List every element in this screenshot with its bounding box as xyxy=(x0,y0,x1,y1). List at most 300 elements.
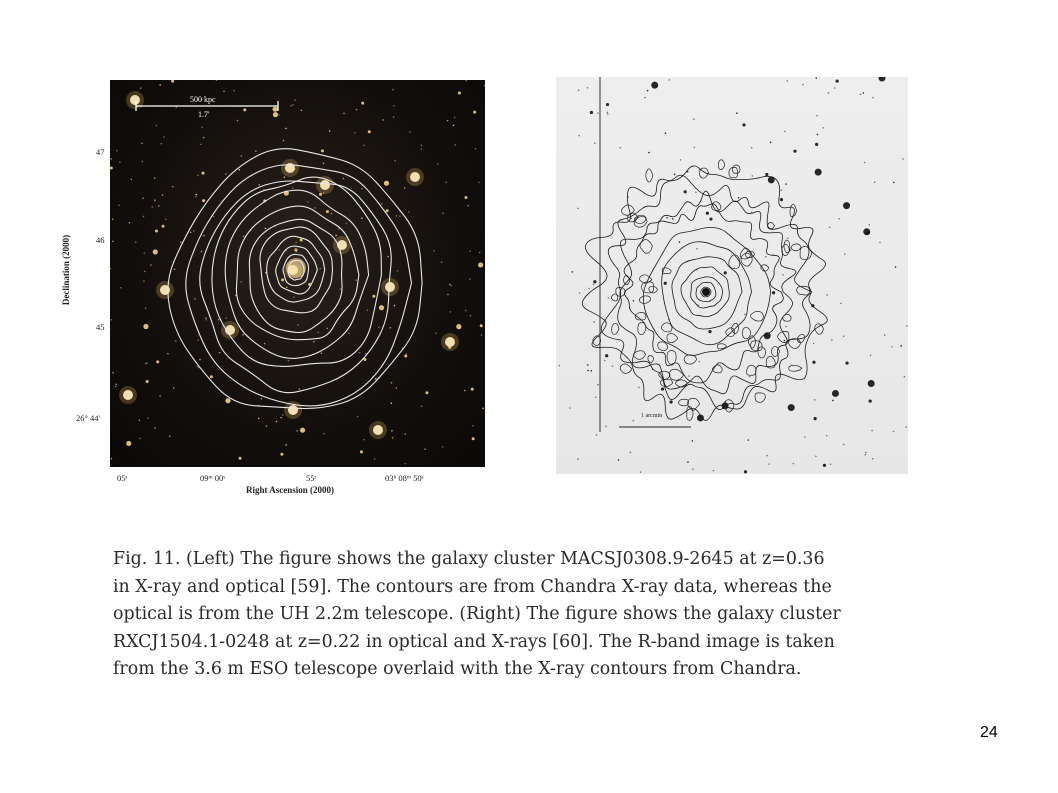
source-point xyxy=(813,343,815,345)
source-point xyxy=(696,248,698,250)
star-point xyxy=(180,241,182,243)
star-point xyxy=(216,80,218,81)
star-point xyxy=(404,463,406,465)
source-point xyxy=(738,197,740,199)
caption-line: in X-ray and optical [59]. The contours are from Chandra X-ray data, whereas the xyxy=(113,576,832,597)
star-point xyxy=(471,388,474,391)
star-point xyxy=(323,433,325,435)
source-point xyxy=(618,459,620,461)
source-point xyxy=(828,92,830,94)
star-point xyxy=(326,210,329,213)
source-point xyxy=(826,294,828,296)
star-point xyxy=(379,305,384,310)
star-point xyxy=(314,207,316,209)
source-point xyxy=(815,169,822,176)
star-point xyxy=(197,175,199,177)
noise-contour xyxy=(782,244,790,255)
star-point xyxy=(119,161,121,163)
star-point xyxy=(139,438,141,440)
star-point xyxy=(365,353,367,355)
noise-contour xyxy=(642,282,654,293)
source-point xyxy=(891,346,893,348)
source-point xyxy=(579,292,581,294)
star-point xyxy=(453,125,455,127)
star-point xyxy=(193,230,195,232)
star-point xyxy=(357,416,359,418)
star-point xyxy=(424,448,426,450)
star-point xyxy=(141,142,143,144)
star-point xyxy=(392,437,394,439)
noise-contour xyxy=(699,168,708,178)
star-point xyxy=(165,219,167,221)
scale-bar-length-label: 500 kpc xyxy=(190,95,216,104)
star-point xyxy=(391,430,393,432)
source-point xyxy=(770,141,772,143)
star-point xyxy=(300,239,303,242)
source-point xyxy=(594,142,596,144)
source-point xyxy=(865,452,867,454)
source-point xyxy=(591,370,593,372)
y-tick-46: 46 xyxy=(96,235,105,245)
star-point xyxy=(116,150,118,152)
source-point xyxy=(577,208,579,210)
star-point xyxy=(294,99,296,101)
star-point xyxy=(190,232,192,234)
star-point xyxy=(296,251,298,253)
star-point xyxy=(404,187,406,189)
star-point xyxy=(159,395,161,397)
noise-contour xyxy=(667,333,678,342)
source-point xyxy=(869,399,872,402)
source-point xyxy=(672,218,674,220)
x-tick-05: 05ˢ xyxy=(117,473,128,483)
source-point xyxy=(742,123,745,126)
noise-contour xyxy=(751,341,763,351)
x-tick-09-00: 09ᵐ 00ˢ xyxy=(200,473,226,483)
source-point xyxy=(817,134,819,136)
star-point xyxy=(195,196,197,198)
noise-contour xyxy=(750,311,763,321)
scale-bar-angle-label: 1.7' xyxy=(198,110,210,119)
source-point xyxy=(688,375,690,377)
star-point xyxy=(300,428,305,433)
star-point xyxy=(285,128,287,130)
caption-line: Fig. 11. (Left) The figure shows the galaxy cluster MACSJ0308.9-2645 at z=0.36 xyxy=(113,549,825,569)
star-point xyxy=(200,144,202,146)
source-point xyxy=(878,77,885,82)
source-point xyxy=(838,218,840,220)
star-point xyxy=(150,264,152,266)
star-point xyxy=(387,256,389,258)
star-point xyxy=(329,130,331,132)
source-point xyxy=(596,434,598,436)
source-point xyxy=(736,112,738,114)
star-point xyxy=(144,252,146,254)
star-point xyxy=(313,341,315,343)
noise-contour xyxy=(747,365,757,375)
star-point xyxy=(442,446,444,448)
source-point xyxy=(832,400,834,402)
star-point xyxy=(205,317,207,319)
source-point xyxy=(587,370,589,372)
scale-bar-label: 1 arcmin xyxy=(641,413,663,419)
star-point xyxy=(110,268,111,270)
star-point xyxy=(389,327,391,329)
source-point xyxy=(780,198,783,201)
star-point xyxy=(153,249,158,254)
star-point xyxy=(266,425,268,427)
caption-line: optical is from the UH 2.2m telescope. (Right) The figure shows the galaxy cluster xyxy=(113,604,841,625)
source-point xyxy=(832,390,839,397)
star-point xyxy=(421,406,423,408)
source-point xyxy=(893,431,895,433)
noise-contour xyxy=(732,165,740,173)
source-point xyxy=(872,458,874,460)
star-point xyxy=(286,286,288,288)
star-point xyxy=(199,359,201,361)
star-point xyxy=(465,310,467,312)
star-point xyxy=(458,92,461,95)
source-point xyxy=(661,387,664,390)
source-point xyxy=(814,399,816,401)
star-point xyxy=(225,317,227,319)
source-point xyxy=(814,417,817,420)
source-point xyxy=(872,97,874,99)
source-point xyxy=(902,158,904,160)
star-point xyxy=(441,261,443,263)
star-point xyxy=(360,450,363,453)
star-point xyxy=(442,213,444,215)
star-point xyxy=(163,136,165,138)
star-point xyxy=(273,112,278,117)
star-point xyxy=(450,311,452,313)
star-point xyxy=(112,218,114,220)
source-point xyxy=(593,280,596,283)
source-point xyxy=(840,303,842,305)
star-point xyxy=(378,327,380,329)
source-point xyxy=(597,384,599,386)
star-point xyxy=(120,287,122,289)
star-point xyxy=(346,223,348,225)
star-point xyxy=(397,270,399,272)
source-point xyxy=(787,237,789,239)
source-point xyxy=(597,112,599,114)
star-point xyxy=(283,140,285,142)
star-halo xyxy=(381,278,399,296)
noise-contour xyxy=(620,364,632,374)
star-point xyxy=(112,241,114,243)
star-point xyxy=(399,215,401,217)
source-point xyxy=(816,115,818,117)
star-point xyxy=(479,252,481,254)
x-tick-55: 55ˢ xyxy=(306,473,317,483)
star-point xyxy=(394,305,396,307)
star-point xyxy=(144,271,146,273)
source-point xyxy=(669,79,671,81)
source-point xyxy=(706,212,709,215)
source-point xyxy=(904,376,906,378)
noise-contour xyxy=(743,327,751,338)
source-point xyxy=(788,404,795,411)
noise-contour xyxy=(768,222,775,228)
source-point xyxy=(588,288,590,290)
source-point xyxy=(768,463,770,465)
source-point xyxy=(829,226,831,228)
star-point xyxy=(223,91,225,93)
star-halo xyxy=(441,333,459,351)
star-point xyxy=(340,288,342,290)
star-point xyxy=(202,172,205,175)
star-point xyxy=(363,439,365,441)
x-tick-03-08-50: 03ʰ 08ᵐ 50ˢ xyxy=(385,473,424,483)
star-point xyxy=(233,90,235,92)
star-point xyxy=(290,105,292,107)
star-point xyxy=(296,430,298,432)
star-point xyxy=(404,355,407,358)
star-point xyxy=(115,386,117,388)
source-point xyxy=(843,202,850,209)
star-point xyxy=(297,324,299,326)
source-point xyxy=(593,284,595,286)
source-point xyxy=(633,300,635,302)
star-point xyxy=(478,262,483,267)
page-number: 24 xyxy=(980,724,998,741)
caption-line: RXCJ1504.1-0248 at z=0.22 in optical and X-rays [60]. The R-band image is taken xyxy=(113,631,835,652)
source-point xyxy=(843,444,845,446)
source-point xyxy=(868,380,875,387)
star-point xyxy=(145,307,147,309)
star-point xyxy=(219,352,221,354)
source-point xyxy=(674,173,676,175)
source-point xyxy=(785,326,787,328)
star-point xyxy=(435,332,437,334)
source-point xyxy=(693,118,695,120)
source-point xyxy=(845,361,848,364)
star-point xyxy=(261,398,263,400)
source-point xyxy=(865,454,867,456)
source-point xyxy=(665,132,667,134)
star-point xyxy=(465,80,467,82)
source-point xyxy=(772,291,775,294)
source-point xyxy=(765,256,767,258)
source-point xyxy=(793,150,796,153)
star-point xyxy=(447,294,449,296)
source-point xyxy=(569,407,571,409)
optical-xray-image-macsj0308 xyxy=(110,80,485,467)
source-point xyxy=(826,435,828,437)
noise-contour xyxy=(684,355,696,364)
source-point xyxy=(868,224,870,226)
star-point xyxy=(154,427,156,429)
star-point xyxy=(213,216,215,218)
star-point xyxy=(408,211,410,213)
star-point xyxy=(447,120,449,122)
source-point xyxy=(786,80,788,82)
star-point xyxy=(203,137,205,139)
star-point xyxy=(454,117,456,119)
star-point xyxy=(135,241,137,243)
star-point xyxy=(118,204,120,206)
star-point xyxy=(154,177,156,179)
source-point xyxy=(644,97,646,99)
source-point xyxy=(836,79,839,82)
star-point xyxy=(171,80,174,83)
source-point xyxy=(905,426,907,428)
star-point xyxy=(243,108,246,111)
source-point xyxy=(864,162,866,164)
y-tick-45: 45 xyxy=(96,322,105,332)
source-point xyxy=(871,430,873,432)
source-point xyxy=(744,314,746,316)
noise-contour xyxy=(648,356,654,363)
source-point xyxy=(784,131,786,133)
source-point xyxy=(695,191,697,193)
noise-contour xyxy=(661,323,672,332)
star-point xyxy=(391,402,393,404)
y-tick-44: 26° 44' xyxy=(76,413,101,423)
star-point xyxy=(278,114,280,116)
source-point xyxy=(605,426,607,428)
source-point xyxy=(664,282,667,285)
source-point xyxy=(608,297,610,299)
star-point xyxy=(361,102,364,105)
star-point xyxy=(386,209,389,212)
source-point xyxy=(879,242,881,244)
star-point xyxy=(162,194,164,196)
star-point xyxy=(110,166,113,169)
source-point xyxy=(680,159,682,161)
source-point xyxy=(709,217,712,220)
star-point xyxy=(156,125,158,127)
source-point xyxy=(815,143,818,146)
star-point xyxy=(265,228,267,230)
source-point xyxy=(651,82,658,89)
noise-contour xyxy=(800,246,812,259)
source-point xyxy=(578,89,580,91)
star-point xyxy=(454,144,456,146)
source-point xyxy=(612,365,614,367)
star-point xyxy=(449,284,451,286)
source-point xyxy=(815,455,817,457)
star-point xyxy=(317,332,319,334)
star-point xyxy=(392,89,394,91)
star-point xyxy=(194,298,196,300)
star-point xyxy=(201,126,203,128)
star-halo xyxy=(156,281,174,299)
star-point xyxy=(404,433,406,435)
star-point xyxy=(264,343,266,345)
source-point xyxy=(906,325,908,327)
star-point xyxy=(169,435,171,437)
star-point xyxy=(111,319,113,321)
star-point xyxy=(470,315,472,317)
source-point xyxy=(708,330,711,333)
star-point xyxy=(243,235,245,237)
source-point xyxy=(900,345,902,347)
source-point xyxy=(604,360,606,362)
star-point xyxy=(472,437,475,440)
star-point xyxy=(158,205,160,207)
source-point xyxy=(812,361,815,364)
star-point xyxy=(173,387,175,389)
source-point xyxy=(860,93,862,95)
star-point xyxy=(139,419,141,421)
star-point xyxy=(343,113,345,115)
star-point xyxy=(241,155,243,157)
noise-contour xyxy=(789,365,802,371)
star-point xyxy=(210,375,213,378)
star-point xyxy=(240,281,242,283)
star-point xyxy=(321,352,323,354)
star-point xyxy=(394,160,396,162)
source-point xyxy=(699,361,701,363)
source-point xyxy=(785,183,787,185)
star-point xyxy=(280,453,283,456)
star-halo xyxy=(119,386,137,404)
star-point xyxy=(143,324,148,329)
source-point xyxy=(843,335,845,337)
source-point xyxy=(647,90,649,92)
optical-xray-image-rxcj1504 xyxy=(556,77,908,474)
star-point xyxy=(110,158,112,160)
star-point xyxy=(335,235,337,237)
noise-contour xyxy=(791,244,801,251)
noise-contour xyxy=(679,399,689,406)
star-point xyxy=(381,203,383,205)
source-point xyxy=(834,87,836,89)
star-point xyxy=(196,194,198,196)
source-point xyxy=(863,92,865,94)
star-point xyxy=(367,309,369,311)
star-point xyxy=(473,111,476,114)
star-point xyxy=(425,391,428,394)
star-point xyxy=(368,130,371,133)
star-halo xyxy=(406,168,424,186)
star-point xyxy=(280,417,282,419)
source-point xyxy=(893,182,895,184)
source-point xyxy=(684,190,687,193)
star-point xyxy=(146,380,149,383)
star-point xyxy=(142,197,144,199)
star-point xyxy=(372,295,375,298)
source-point xyxy=(844,253,846,255)
source-point xyxy=(874,181,876,183)
star-point xyxy=(331,213,333,215)
star-point xyxy=(159,84,161,86)
noise-contour xyxy=(783,314,792,321)
noise-contour xyxy=(638,323,646,335)
star-point xyxy=(255,150,257,152)
y-tick-47: 47 xyxy=(96,147,105,157)
source-point xyxy=(595,396,597,398)
source-point xyxy=(587,364,589,366)
figure-caption xyxy=(113,546,943,684)
star-point xyxy=(338,228,340,230)
caption-line: from the 3.6 m ESO telescope overlaid with the X-ray contours from Chandra. xyxy=(113,659,802,680)
star-point xyxy=(421,144,423,146)
star-point xyxy=(197,366,199,368)
source-point xyxy=(648,152,650,154)
star-point xyxy=(348,333,350,335)
star-point xyxy=(299,388,301,390)
source-point xyxy=(687,461,689,463)
star-point xyxy=(239,169,241,171)
star-point xyxy=(154,199,156,201)
star-halo xyxy=(281,159,299,177)
source-point xyxy=(830,463,832,465)
source-point xyxy=(822,127,824,129)
source-point xyxy=(744,470,747,473)
